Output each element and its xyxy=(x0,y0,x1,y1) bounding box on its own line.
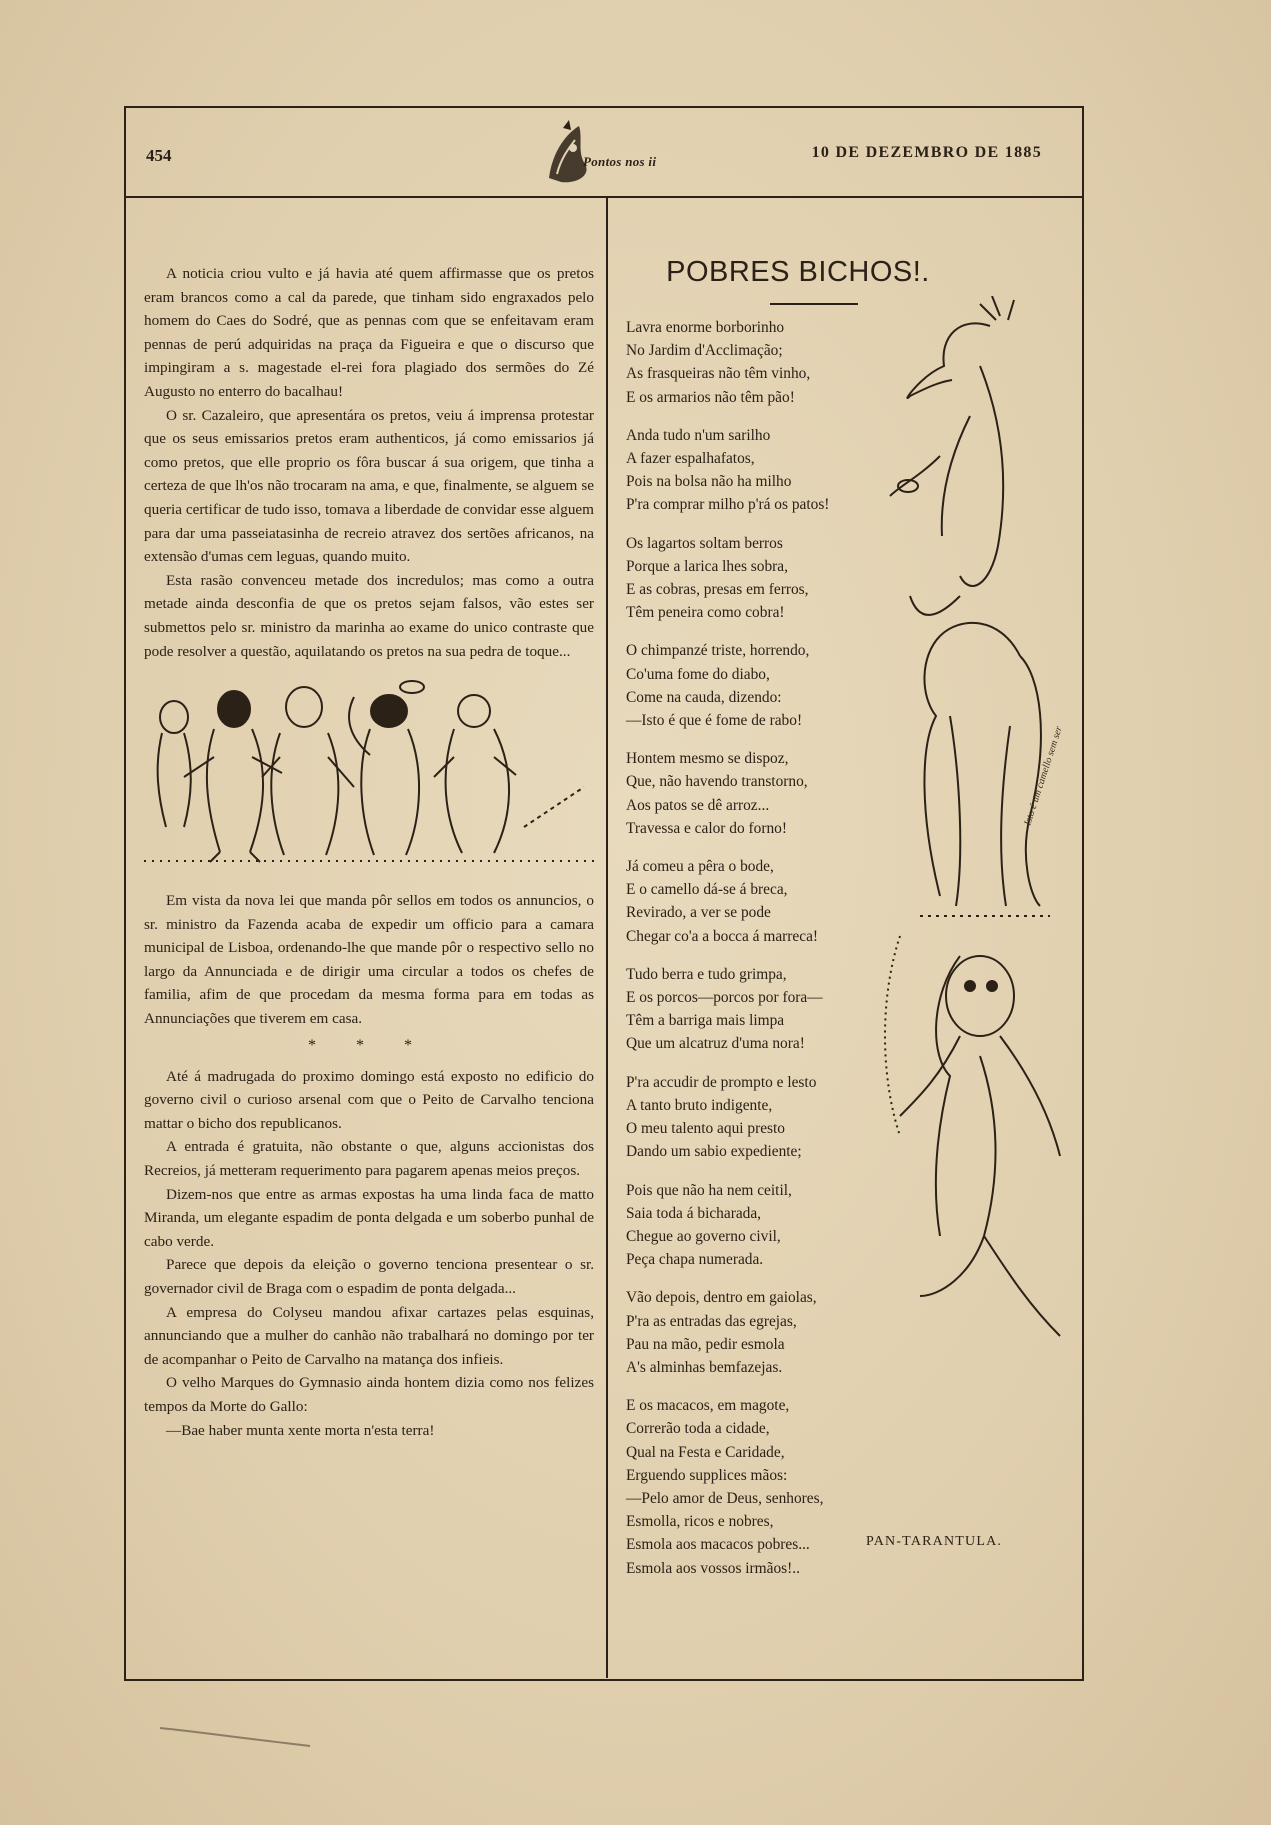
poem-verse: Têm a barriga mais limpa xyxy=(626,1012,785,1030)
poem-verse: Hontem mesmo se dispoz, xyxy=(626,750,789,768)
poem-verse: A's alminhas bemfazejas. xyxy=(626,1358,783,1376)
poem-verse: Erguendo supplices mãos: xyxy=(626,1466,788,1484)
poem-verse: Que um alcatruz d'uma nora! xyxy=(626,1035,805,1053)
article-paragraph: Dizem-nos que entre as armas expostas ha uma linda faca de matto Miranda, um elegante espadim de ponta delgada e um soberbo punhal de cabo verde. xyxy=(144,1185,594,1250)
article-quote: —Bae haber munta xente morta n'esta terra! xyxy=(166,1421,435,1439)
section-separator: * * * xyxy=(308,1036,430,1054)
poem-title: POBRES BICHOS!. xyxy=(666,256,930,288)
poem-signature: PAN-TARANTULA. xyxy=(866,1534,1003,1549)
poem-verse: Pois na bolsa não ha milho xyxy=(626,473,792,491)
article-paragraph: O sr. Cazaleiro, que apresentára os pretos, veiu á imprensa protestar que os seus emissarios pretos eram authenticos, já como emissarios já como pretos, que elle proprio os fôra buscar á sua origem, que tinha a certeza de que lh'os não trocaram na ama, e que, finalmente, se alguem se queria certificar de tudo isso, tomava a liberdade de convidar esse alguem para dar uma passeiatasinha de recreio atravez dos sertões africanos, na extensão d'umas cem leguas, quando muito. xyxy=(144,406,594,566)
poem-verse: E o camello dá-se á breca, xyxy=(626,881,788,899)
poem-verse: E as cobras, presas em ferros, xyxy=(626,581,809,599)
article-paragraph: Em vista da nova lei que manda pôr sellos em todos os annuncios, o sr. ministro da Fazenda acaba de expedir um officio para a camara municipal de Lisboa, ordenando-lhe que mande pôr o respectivo sello no largo da Annunciada e de dirigir uma circular a todos os chefes de familia, afim de que procedam da mesma forma para em todas as Annunciações que tiverem em casa. xyxy=(144,892,594,1028)
article-paragraph: A noticia criou vulto e já havia até quem affirmasse que os pretos eram brancos como a cal da parede, que tinham sido engraxados pelo homem do Caes do Sodré, que as pennas com que se enfeitavam eram pennas de perú adquiridas na praça da Figueira e que o discurso que impingiram a s. magestade el-rei fora plagiado dos sermões do Zé Augusto no enterro do bacalhau! xyxy=(144,265,594,400)
poem-verse: No Jardim d'Acclimação; xyxy=(626,342,783,360)
poem-verse: —Pelo amor de Deus, senhores, xyxy=(626,1489,824,1507)
poem-verse: Pau na mão, pedir esmola xyxy=(626,1335,785,1353)
poem-verse: Chegar co'a a bocca á marreca! xyxy=(626,927,819,945)
paper-mark xyxy=(160,1718,320,1748)
masthead-title: Pontos nos ii xyxy=(583,154,657,169)
poem-verse: Esmola aos macacos pobres... xyxy=(626,1536,810,1554)
caricature-illustration xyxy=(144,677,594,867)
poem-verse: Correrão toda a cidade, xyxy=(626,1420,770,1438)
poem-verse: Dando um sabio expediente; xyxy=(626,1143,802,1161)
poem-verse: E os porcos—porcos por fora— xyxy=(626,989,823,1007)
left-column xyxy=(144,262,594,1442)
article-paragraph: O velho Marques do Gymnasio ainda hontem dizia como nos felizes tempos da Morte do Gallo: xyxy=(144,1374,594,1415)
poem-verse: Esmola aos vossos irmãos!.. xyxy=(626,1559,800,1577)
page-number: 454 xyxy=(146,146,172,165)
poem-verse: O chimpanzé triste, horrendo, xyxy=(626,642,810,660)
article-paragraph: Esta rasão convenceu metade dos incredulos; mas como a outra metade ainda desconfia de que os pretos sejam falsos, vão estes ser submettos pelo sr. ministro da marinha ao exame do unico contraste que pode resolver a questão, aquilatando os pretos na sua pedra de toque... xyxy=(144,571,594,660)
article-paragraph: A empresa do Colyseu mandou afixar cartazes pelas esquinas, annunciando que a mulher do canhão não trabalhará no domingo por ter de acompanhar o Peito de Carvalho na matança dos infieis. xyxy=(144,1303,594,1368)
animal-caricatures xyxy=(880,296,1090,1616)
poem-verse: Travessa e calor do forno! xyxy=(626,819,787,837)
poem-verse: A tanto bruto indigente, xyxy=(626,1096,773,1114)
poem-verse: Anda tudo n'um sarilho xyxy=(626,426,771,444)
poem-verse: P'ra accudir de prompto e lesto xyxy=(626,1073,817,1091)
masthead-logo xyxy=(539,118,689,190)
poem-verse: As frasqueiras não têm vinho, xyxy=(626,365,811,383)
poem-verse: Peça chapa numerada. xyxy=(626,1251,764,1269)
poem-verse: Tudo berra e tudo grimpa, xyxy=(626,965,787,983)
title-underline xyxy=(770,303,858,305)
poem-verse: E os macacos, em magote, xyxy=(626,1397,790,1415)
poem-verse: Têm peneira como cobra! xyxy=(626,604,785,622)
poem-verse: Que, não havendo transtorno, xyxy=(626,773,808,791)
article-paragraph: A entrada é gratuita, não obstante o que, alguns accionistas dos Recreios, já metteram requerimento para pagarem apenas meios preços. xyxy=(144,1138,594,1180)
poem-verse: Pois que não ha nem ceitil, xyxy=(626,1181,792,1199)
poem-verse: Saia toda á bicharada, xyxy=(626,1204,762,1222)
poem-verse: P'ra as entradas das egrejas, xyxy=(626,1312,797,1330)
artist-note: Isto é um camello sem ser xyxy=(1022,725,1065,827)
poem-verse: Revirado, a ver se pode xyxy=(626,904,771,922)
article-paragraph: Até á madrugada do proximo domingo está exposto no edificio do governo civil o curioso arsenal com que o Peito de Carvalho tenciona mattar o bicho dos republicanos. xyxy=(144,1067,594,1132)
poem-verse: Come na cauda, dizendo: xyxy=(626,688,782,706)
poem-verse: Vão depois, dentro em gaiolas, xyxy=(626,1289,817,1307)
poem-verse: Chegue ao governo civil, xyxy=(626,1227,781,1245)
column-divider xyxy=(606,198,608,1678)
poem-verse: Aos patos se dê arroz... xyxy=(626,796,770,814)
poem-verse: O meu talento aqui presto xyxy=(626,1120,785,1138)
poem-verse: Qual na Festa e Caridade, xyxy=(626,1443,785,1461)
article-paragraph: Parece que depois da eleição o governo tenciona presentear o sr. governador civil de Braga com o espadim de ponta delgada... xyxy=(144,1256,594,1297)
poem-verse: Os lagartos soltam berros xyxy=(626,534,783,552)
poem-verse: —Isto é que é fome de rabo! xyxy=(626,712,803,730)
poem-verse: A fazer espalhafatos, xyxy=(626,450,755,468)
issue-date: 10 DE DEZEMBRO DE 1885 xyxy=(811,144,1042,161)
poem-verse: Já comeu a pêra o bode, xyxy=(626,858,774,876)
poem-verse: Esmolla, ricos e nobres, xyxy=(626,1513,774,1531)
poem-verse: Porque a larica lhes sobra, xyxy=(626,557,788,575)
poem-verse: P'ra comprar milho p'rá os patos! xyxy=(626,496,830,514)
page-header xyxy=(124,106,1084,198)
poem-verse: Co'uma fome do diabo, xyxy=(626,665,770,683)
poem-verse: E os armarios não têm pão! xyxy=(626,388,795,406)
poem-verse: Lavra enorme borborinho xyxy=(626,319,785,336)
